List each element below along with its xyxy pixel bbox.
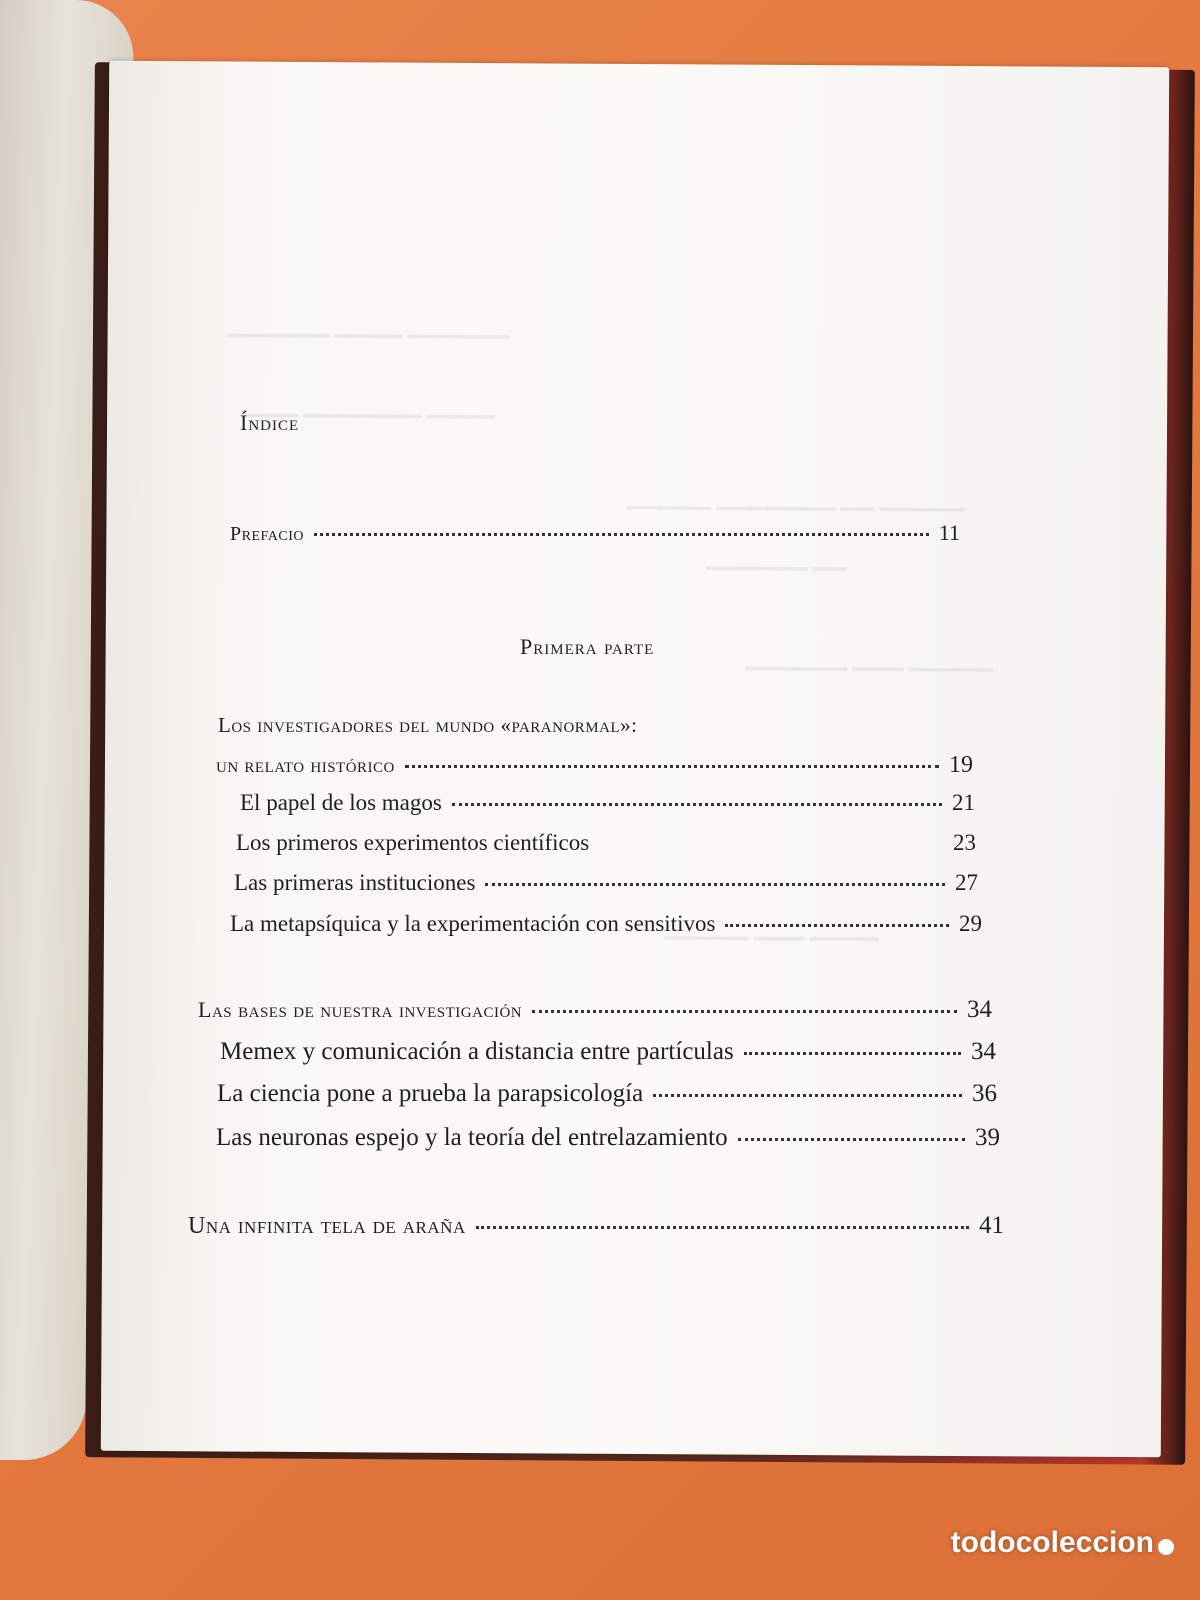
- toc-entry-page: 34: [971, 1038, 996, 1065]
- show-through-texture: ▁▁▁▁▁ ▁▁▁ ▁▁▁▁: [663, 914, 879, 941]
- toc-entry-subsection[interactable]: [230, 911, 982, 937]
- toc-entry-page: 23: [953, 830, 976, 855]
- dot-leader: [485, 882, 945, 886]
- toc-entry-label: Memex y comunicación a distancia entre partículas: [220, 1038, 734, 1065]
- show-through-texture: ▁▁▁ ▁▁▁▁▁▁▁ ▁▁▁▁: [247, 391, 496, 419]
- dot-leader: [532, 1009, 957, 1013]
- toc-entry-label: Las primeras instituciones: [234, 870, 476, 895]
- dot-leader: [476, 1225, 969, 1229]
- toc-entry-label: Los primeros experimentos científicos: [236, 830, 590, 855]
- toc-entry-page: 21: [952, 790, 975, 815]
- toc-entry-label: Prefacio: [230, 523, 304, 545]
- dot-leader: [738, 1137, 965, 1141]
- dot-leader: [653, 1093, 962, 1097]
- toc-entry-label: Una infinita tela de araña: [188, 1213, 466, 1239]
- toc-entry-label: Las bases de nuestra investigación: [198, 997, 523, 1022]
- show-through-texture: ▁▁▁▁▁▁ ▁▁▁▁ ▁▁▁▁▁▁: [227, 311, 510, 339]
- part-title: Primera parte: [520, 634, 655, 659]
- dot-leader: [744, 1051, 961, 1055]
- dot-leader: [314, 532, 929, 536]
- show-through-texture: ▁▁▁▁▁ ▁▁▁▁▁▁▁ ▁▁ ▁▁▁▁▁: [626, 483, 965, 512]
- toc-entry-page: 36: [972, 1080, 997, 1107]
- section-title-line1[interactable]: Los investigadores del mundo «paranormal»:: [218, 713, 638, 737]
- toc-entry-page: 39: [975, 1124, 1000, 1151]
- toc-entry-label: Las neuronas espejo y la teoría del entrelazamiento: [216, 1124, 728, 1151]
- toc-entry-subsection[interactable]: [220, 1038, 996, 1066]
- toc-entry-page: 29: [959, 911, 982, 936]
- toc-entry-page: 19: [949, 752, 973, 778]
- toc-entry-preface[interactable]: [230, 520, 960, 546]
- toc-entry-subsection[interactable]: [217, 1080, 997, 1108]
- show-through-texture: ▁▁▁▁▁▁ ▁▁: [706, 544, 848, 571]
- toc-entry-page: 11: [938, 520, 960, 545]
- toc-entry-subsection[interactable]: [236, 830, 976, 856]
- watermark-dot-icon: [1158, 1539, 1174, 1555]
- toc-entry-label: un relato histórico: [216, 753, 395, 777]
- toc-entry-subsection[interactable]: [240, 790, 975, 816]
- toc-entry-section3[interactable]: [188, 1212, 1004, 1240]
- dot-leader: [405, 764, 939, 768]
- dot-leader: [725, 923, 949, 927]
- toc-entry-subsection[interactable]: [216, 1124, 1000, 1152]
- toc-entry-page: 27: [955, 870, 978, 895]
- dot-leader: [452, 802, 942, 806]
- toc-entry-label: La metapsíquica y la experimentación con sensitivos: [230, 911, 716, 936]
- watermark-text: todocoleccion: [950, 1526, 1154, 1559]
- toc-entry-section2[interactable]: [198, 996, 992, 1024]
- toc-title: Índice: [240, 410, 300, 435]
- toc-entry-page: 34: [967, 996, 992, 1023]
- toc-entry-label: El papel de los magos: [240, 790, 442, 815]
- toc-entry-page: 41: [979, 1212, 1004, 1239]
- toc-entry-section1[interactable]: [216, 752, 973, 779]
- show-through-texture: ▁▁▁▁▁▁ ▁▁▁ ▁▁▁▁▁: [745, 644, 994, 672]
- toc-entry-subsection[interactable]: [234, 870, 978, 896]
- watermark-logo: [951, 1526, 1174, 1560]
- toc-entry-label: La ciencia pone a prueba la parapsicología: [217, 1080, 644, 1107]
